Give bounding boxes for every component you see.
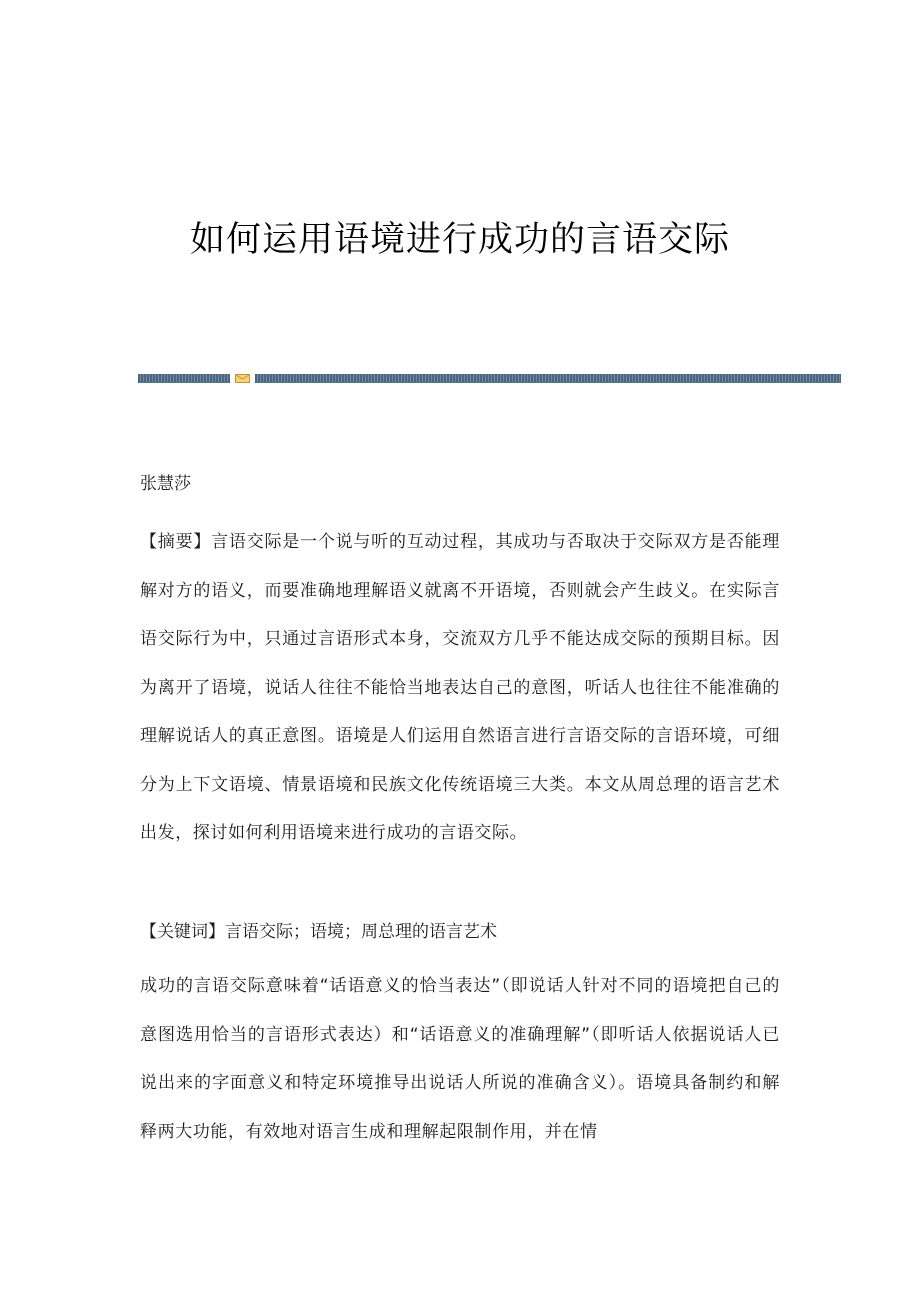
keywords-line: 【关键词】言语交际；语境；周总理的语言艺术: [140, 922, 497, 942]
envelope-icon: [235, 374, 250, 383]
document-title: 如何运用语境进行成功的言语交际: [189, 220, 730, 260]
author-name: 张慧莎: [140, 474, 191, 494]
divider-right-segment: [255, 374, 841, 383]
title-divider: [138, 374, 841, 383]
abstract-paragraph: 【摘要】言语交际是一个说与听的互动过程，其成功与否取决于交际双方是否能理解对方的语义，而要准确地理解语义就离不开语境，否则就会产生歧义。在实际言语交际行为中，只通过言语形式本身，交流双方几乎不能达成交际的预期目标。因为离开了语境，说话人往往不能恰当地表达自己的意图，听话人也往往不能准确的理解说话人的真正意图。语境是人们运用自然语言进行言语交际的言语环境，可细分为上下文语境、情景语境和民族文化传统语境三大类。本文从周总理的语言艺术出发，探讨如何利用语境来进行成功的言语交际。: [140, 532, 780, 843]
intro-paragraph: 成功的言语交际意味着“话语意义的恰当表达”（即说话人针对不同的语境把自己的意图选用恰当的言语形式表达）和“话语意义的准确理解”（即听话人依据说话人已说出来的字面意义和特定环境推导出说话人所说的准确含义）。语境具备制约和解释两大功能，有效地对语言生成和理解起限制作用，并在情: [140, 976, 780, 1142]
divider-left-segment: [138, 374, 230, 383]
